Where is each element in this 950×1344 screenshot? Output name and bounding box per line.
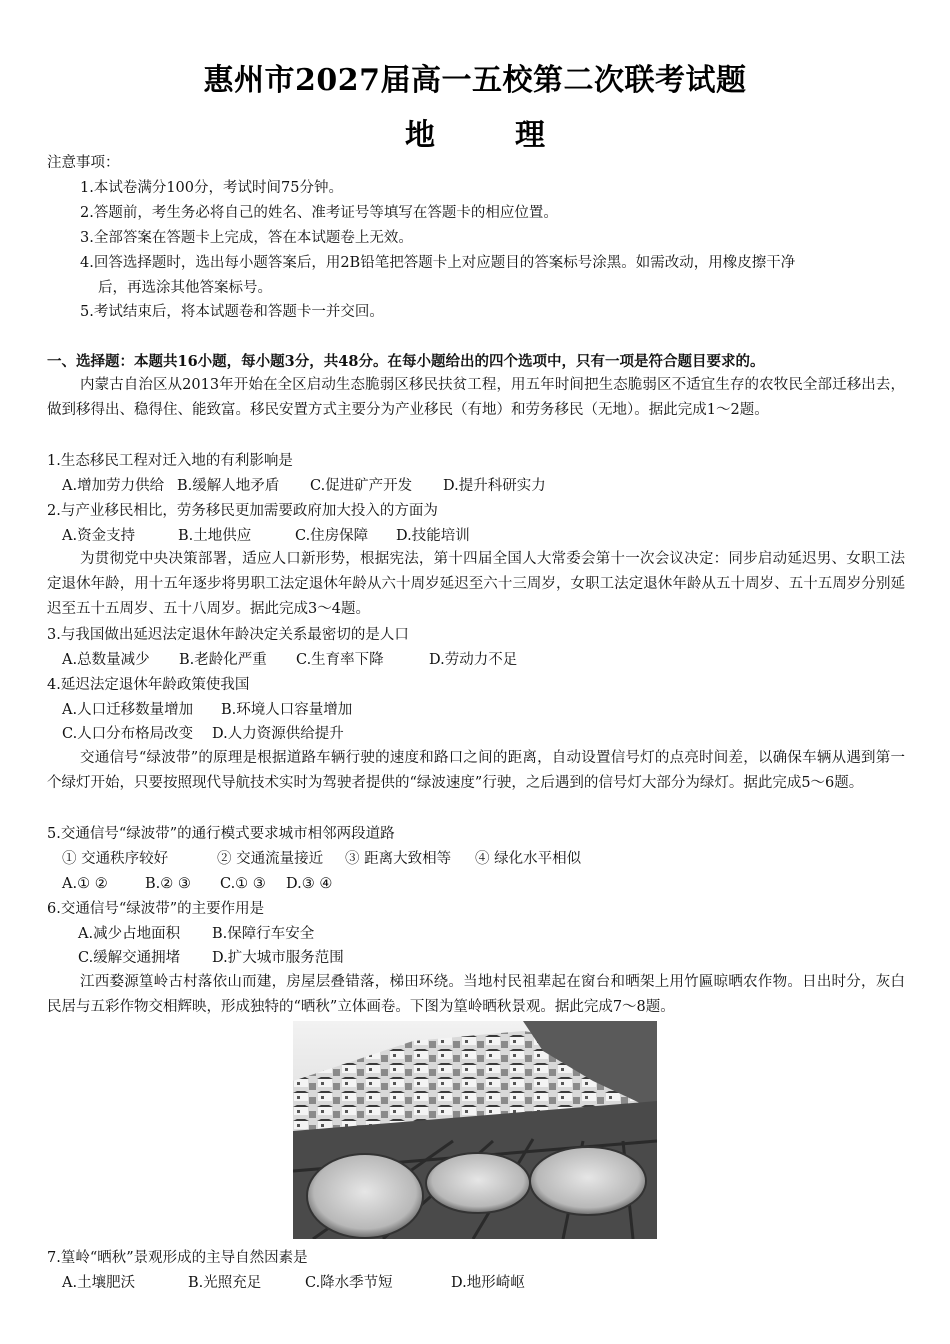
passage-4: 江西婺源篁岭古村落依山而建，房屋层叠错落，梯田环绕。当地村民祖辈起在窗台和晒架上用竹匾晾晒农作物。日出时分，灰白民居与五彩作物交相辉映，形成独特的“晒秋”立体画卷。下图为篁岭晒秋景观。据此完成7～8题。 [47,974,905,1015]
subject-title [0,110,950,154]
passage-3: 交通信号“绿波带”的原理是根据道路车辆行驶的速度和路口之间的距离，自动设置信号灯的点亮时间差，以确保车辆从遇到第一个绿灯开始，只要按照现代导航技术实时为驾驶者提供的“绿波速度”行驶，之后遇到的信号灯大部分为绿灯。据此完成5～6题。 [47,750,905,791]
option-a: A.① ② [62,876,108,892]
option-a: A.总数量减少 [62,652,150,668]
statement-3: ③ 距离大致相等 [345,851,452,867]
option-a: A.人口迁移数量增加 [62,702,194,718]
option-a: A.增加劳力供给 [62,478,165,494]
option-c: C.促进矿产开发 [310,478,413,494]
statement-1: ① 交通秩序较好 [62,851,169,867]
option-d: D.人力资源供给提升 [212,726,344,742]
question-1-stem: 1.生态移民工程对迁入地的有利影响是 [47,453,293,469]
option-c: C.缓解交通拥堵 [78,950,181,966]
exam-title: 惠州市2027届高一五校第二次联考试题 [203,63,747,98]
option-c: C.降水季节短 [305,1275,393,1291]
notice-item: 4.回答选择题时，选出每小题答案后，用2B铅笔把答题卡上对应题目的答案标号涂黑。如需改动，用橡皮擦干净 [80,255,796,271]
option-a: A.资金支持 [62,528,136,544]
notice-item: 2.答题前，考生务必将自己的姓名、准考证号等填写在答题卡的相应位置。 [80,205,558,221]
question-3-options [62,650,922,670]
passage-2: 为贯彻党中央决策部署，适应人口新形势，根据宪法，第十四届全国人大常委会第十一次会议决定：同步启动延迟男、女职工法定退休年龄，用十五年逐步将男职工法定退休年龄从六十周岁延迟至六十三周岁，女职工法定退休年龄从五十周岁、五十五周岁分别延迟至五十五周岁、五十八周岁。据此完成3～4题。 [47,551,905,617]
question-1-options [62,476,922,496]
option-a: A.减少占地面积 [78,926,181,942]
option-b: B.缓解人地矛盾 [177,478,280,494]
option-b: B.老龄化严重 [179,652,267,668]
question-4-stem: 4.延迟法定退休年龄政策使我国 [47,677,250,693]
notice-heading: 注意事项： [47,155,120,171]
option-b: B.光照充足 [188,1275,262,1291]
question-2-options [62,526,922,546]
question-6-options-row-2 [78,948,938,968]
option-b: B.环境人口容量增加 [221,702,353,718]
statement-4: ④ 绿化水平相似 [475,851,582,867]
question-4-options-row-2 [62,724,922,744]
section-heading: 一、选择题：本题共16小题，每小题3分，共48分。在每小题给出的四个选项中，只有一项是符合题目要求的。 [47,353,765,370]
option-a: A.土壤肥沃 [62,1275,136,1291]
question-5-options [62,874,922,894]
option-d: D.提升科研实力 [443,478,546,494]
option-c: C.住房保障 [295,528,369,544]
village-drying-photo [293,1021,657,1239]
option-d: D.技能培训 [396,528,470,544]
question-3-stem: 3.与我国做出延迟法定退休年龄决定关系最密切的是人口 [47,627,409,643]
option-b: B.② ③ [145,876,191,892]
notice-item: 3.全部答案在答题卡上完成，答在本试题卷上无效。 [80,230,413,246]
option-b: B.保障行车安全 [212,926,315,942]
option-c: C.生育率下降 [296,652,384,668]
question-5-stem: 5.交通信号“绿波带”的通行模式要求城市相邻两段道路 [47,826,395,842]
option-b: B.土地供应 [178,528,252,544]
question-5-statements [62,849,922,869]
question-7-stem: 7.篁岭“晒秋”景观形成的主导自然因素是 [47,1250,308,1266]
option-d: D.地形崎岖 [451,1275,525,1291]
passage-1: 内蒙古自治区从2013年开始在全区启动生态脆弱区移民扶贫工程，用五年时间把生态脆弱区不适宜生存的农牧民全部迁移出去，做到移得出、稳得住、能致富。移民安置方式主要分为产业移民（有地）和劳务移民（无地）。据此完成1～2题。 [47,377,905,418]
notice-item: 后，再选涂其他答案标号。 [98,280,272,296]
question-4-options-row-1 [62,700,922,720]
question-7-options [62,1273,922,1293]
question-6-options-row-1 [78,924,938,944]
statement-2: ② 交通流量接近 [217,851,324,867]
option-c: C.人口分布格局改变 [62,726,194,742]
question-2-stem: 2.与产业移民相比，劳务移民更加需要政府加大投入的方面为 [47,503,438,519]
option-d: D.劳动力不足 [429,652,518,668]
notice-item: 5.考试结束后，将本试题卷和答题卡一并交回。 [80,304,384,320]
option-d: D.扩大城市服务范围 [212,950,344,966]
question-6-stem: 6.交通信号“绿波带”的主要作用是 [47,901,265,917]
subject-char-2: 理 [515,118,545,153]
option-d: D.③ ④ [286,876,333,892]
option-c: C.① ③ [220,876,266,892]
notice-item: 1.本试卷满分100分，考试时间75分钟。 [80,180,343,196]
subject-char-1: 地 [405,118,435,153]
